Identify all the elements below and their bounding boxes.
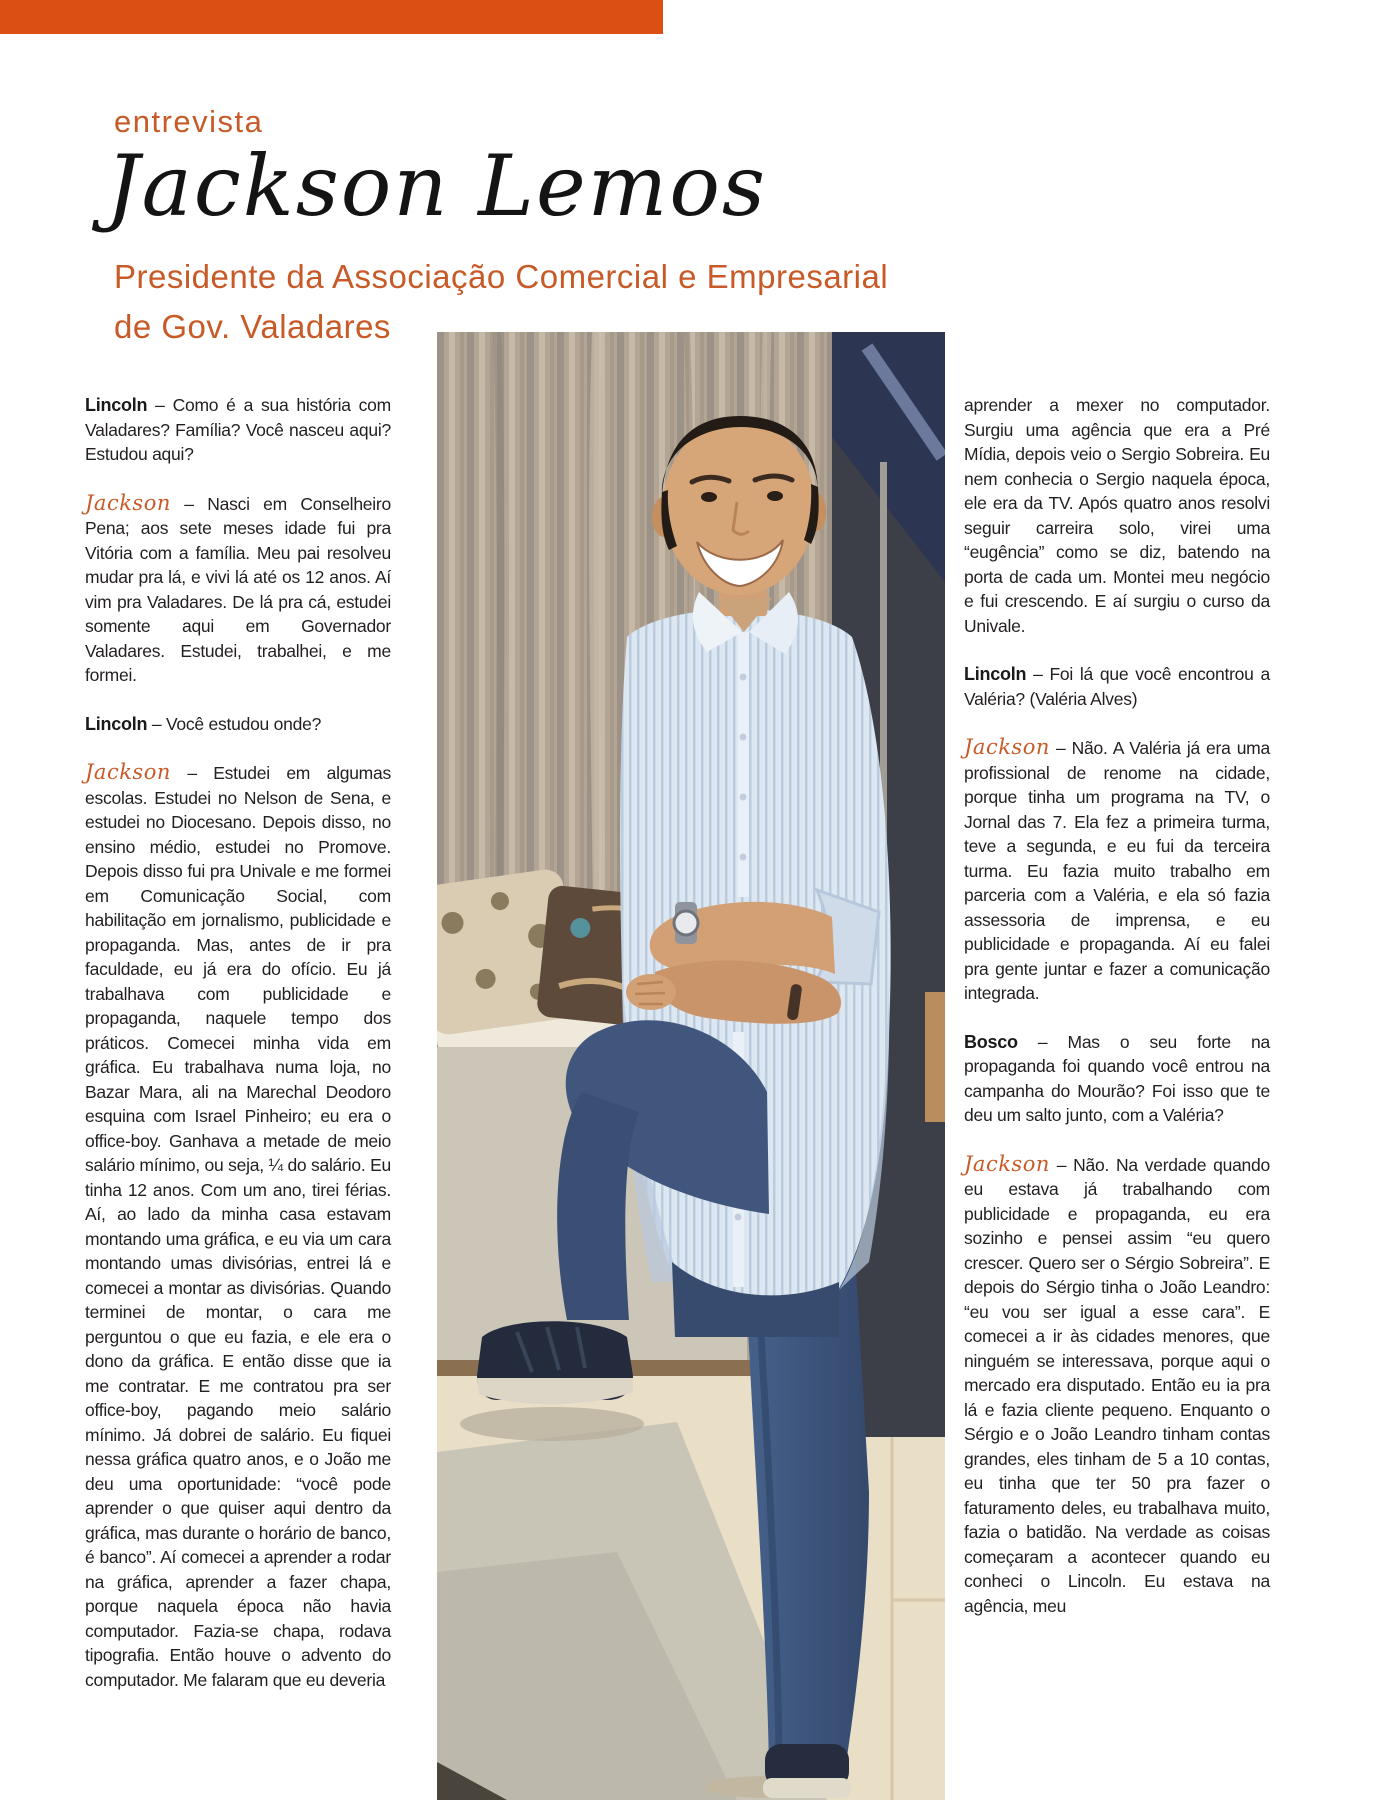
page-title: Jackson Lemos bbox=[106, 137, 768, 235]
paragraph-text: – Não. Na verdade quando eu estava já trabalhando com publicidade e propaganda, eu era sozinho e pensei assim “eu quero crescer. Quero ser o Sérgio Sobreira”. E depois do Sérgio tinha o João Leandro: “eu vou ser igual a esse cara”. E comecei a ir às cidades menores, que ninguém se interessava, porque aqui o mercado era disputado. Então eu ia pra lá e fazia cliente pequeno. Enquanto o Sérgio e o João Leandro tinham contas grandes, eles tinham de 5 a 10 contas, eu tinha que ter 50 pra fazer o faturamento deles, eu trabalhava muito, fazia o batidão. Na verdade as coisas começaram a acontecer quando eu conheci o Lincoln. Eu estava na agência, meu bbox=[964, 1154, 1270, 1616]
paragraph-text: – Mas o seu forte na propaganda foi quando você entrou na campanha do Mourão? Foi isso que te deu um salto junto, com a Valéria? bbox=[964, 1031, 1270, 1125]
paragraph-text: aprender a mexer no computador. Surgiu uma agência que era a Pré Mídia, depois veio o Sergio Sobreira. Eu nem conhecia o Sergio naquela época, ele era da TV. Após quatro anos resolvi seguir carreira solo, virei uma “eugência” como se diz, batendo na porta de cada um. Montei meu negócio e fui crescendo. E aí surgiu o curso da Univale. bbox=[964, 395, 1270, 636]
paragraph-text: – Não. A Valéria já era uma profissional de renome na cidade, porque tinha um programa na TV, o Jornal das 7. Ela fez a primeira turma, teve a segunda, e eu fui da terceira turma. Eu fazia muito trabalho em parceria com a Valéria, e ela só fazia assessoria de imprensa, e eu publicidade e propaganda. Aí eu falei pra gente juntar e fazer a comunicação integrada. bbox=[964, 738, 1270, 1003]
paragraph-text: – Foi lá que você encontrou a Valéria? (Valéria Alves) bbox=[964, 664, 1270, 709]
section-kicker: entrevista bbox=[114, 104, 264, 139]
qa-paragraph bbox=[85, 712, 391, 737]
interview-right-column bbox=[964, 393, 1270, 1642]
qa-paragraph bbox=[964, 1152, 1270, 1619]
portrait-photo bbox=[437, 332, 945, 1800]
qa-paragraph bbox=[964, 1030, 1270, 1128]
portrait-photo-illustration bbox=[437, 332, 945, 1800]
qa-paragraph bbox=[964, 393, 1270, 638]
speaker-name: Lincoln bbox=[85, 395, 148, 415]
speaker-name: Jackson bbox=[964, 1151, 1050, 1176]
speaker-name: Jackson bbox=[964, 735, 1050, 759]
page-subtitle-line2: de Gov. Valadares bbox=[114, 308, 391, 345]
qa-paragraph bbox=[964, 735, 1270, 1006]
paragraph-text: – Você estudou onde? bbox=[151, 713, 322, 734]
paragraph-text: – Como é a sua história com Valadares? Família? Você nasceu aqui? Estudou aqui? bbox=[85, 395, 391, 464]
paragraph-text: – Estudei em algumas escolas. Estudei no Nelson de Sena, e estudei no Diocesano. Depois disso, no ensino médio, estudei no Promove. Depois disso fui pra Univale e me formei em Comunicação Social, com habilitação em jornalismo, publicidade e propaganda. Mas, antes de ir pra faculdade, eu já era do ofício. Eu já trabalhava com publicidade e propaganda, naquele tempo dos práticos. Comecei minha vida em gráfica. Eu trabalhava numa loja, no Bazar Mara, ali na Marechal Deodoro esquina com Israel Pinheiro; eu era o office-boy. Ganhava a metade de meio salário mínimo, ou seja, ¼ do salário. Eu tinha 12 anos. Com um ano, tirei férias. Aí, ao lado da minha casa estavam montando uma gráfica, e eu via um cara montando umas divisórias, entrei lá e comecei a montar as divisórias. Quando terminei de montar, o cara me perguntou o que eu fazia, e ele era o dono da gráfica. E então disse que ia me contratar. E me contratou pra ser office-boy, pagando meio salário mínimo. Já dobrei de salário. Eu fiquei nessa gráfica quatro anos, e o João me deu uma oportunidade: “você pode aprender o que quiser aqui dentro da gráfica, mas durante o horário de banco, é banco”. Aí comecei a aprender a rodar na gráfica, aprender a fazer chapa, porque naquela época não havia computador. Fazia-se chapa, rodava tipografia. Então houve o advento do computador. Me falaram que eu deveria bbox=[85, 763, 391, 1690]
qa-paragraph bbox=[85, 393, 391, 467]
speaker-name: Bosco bbox=[964, 1031, 1018, 1052]
speaker-name: Lincoln bbox=[85, 713, 148, 734]
top-orange-bar bbox=[0, 0, 663, 34]
speaker-name: Jackson bbox=[85, 760, 171, 784]
qa-paragraph bbox=[964, 662, 1270, 711]
page-subtitle-line1: Presidente da Associação Comercial e Empresarial bbox=[114, 258, 889, 295]
qa-paragraph bbox=[85, 491, 391, 688]
qa-paragraph bbox=[85, 760, 391, 1692]
speaker-name: Lincoln bbox=[964, 664, 1027, 684]
paragraph-text: – Nasci em Conselheiro Pena; aos sete meses idade fui pra Vitória com a família. Meu pai resolveu mudar pra lá, e vivi lá até os 12 anos. Aí vim pra Valadares. De lá pra cá, estudei somente aqui em Governador Valadares. Estudei, trabalhei, e me formei. bbox=[85, 493, 391, 685]
interview-left-column bbox=[85, 393, 391, 1716]
speaker-name: Jackson bbox=[85, 490, 171, 515]
